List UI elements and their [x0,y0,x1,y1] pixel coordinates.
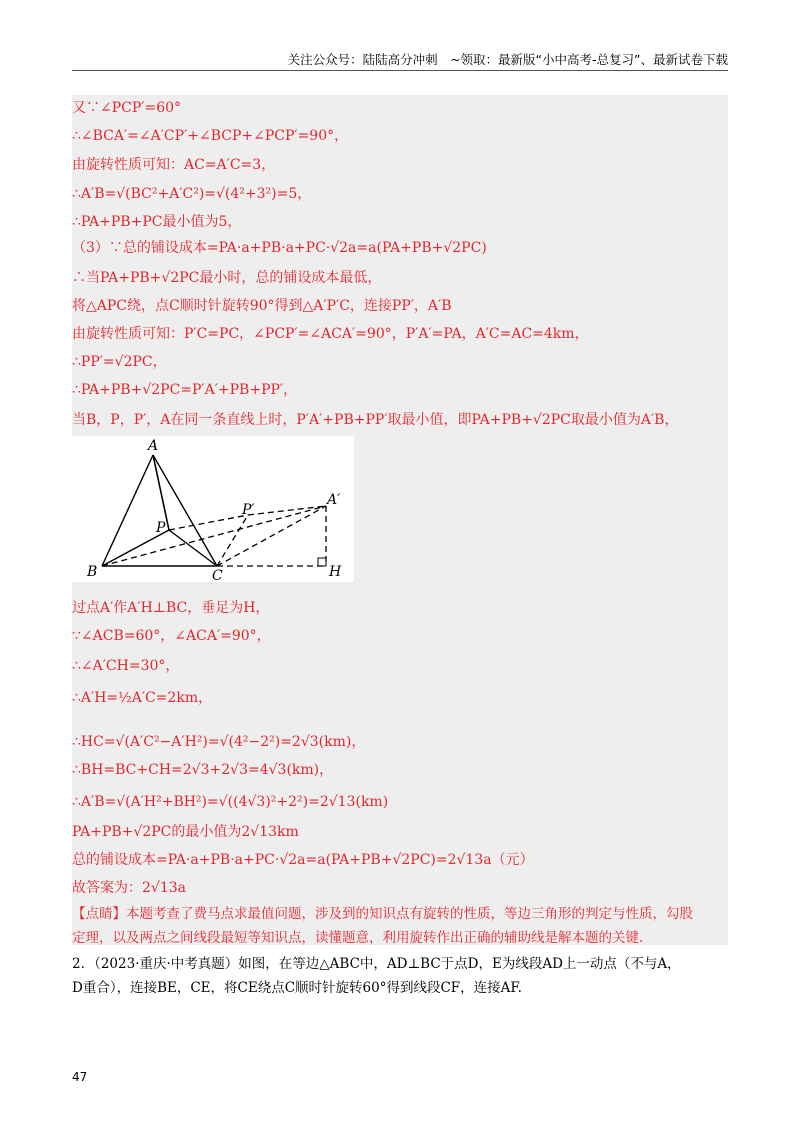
label-B: B [87,564,98,580]
solution-line: 由旋转性质可知：P′C=PC，∠PCP′=∠ACA′=90°，P′A′=PA，A′C=AC=4km， [72,326,589,342]
solution-line: ∴A′B=√(BC²+A′C²)=√(4²+3²)=5， [72,186,312,202]
solution-line: ∴PP′=√2PC， [72,354,167,370]
solution-line: ∴∠A′CH=30°， [72,658,180,674]
solution-line: 将△APC绕，点C顺时针旋转90°得到△A′P′C，连接PP′，A′B [72,298,452,314]
dashed-CA-prime [217,506,326,566]
solution-line: 总的铺设成本=PA·a+PB·a+PC·√2a=a(PA+PB+√2PC)=2√13a（元） [72,852,534,868]
label-A: A [148,438,159,454]
dashed-BA-prime [102,506,326,566]
solution-line: ∴BH=BC+CH=2√3+2√3=4√3(km)， [72,762,334,778]
page-number: 47 [72,1070,88,1084]
page-header: 关注公众号：陆陆高分冲刺 ~领取：最新版“小中高考-总复习”、最新试卷下载 [287,52,728,67]
solution-line: ∴A′H=½A′C=2km， [72,690,213,706]
solution-line: （3）∵总的铺设成本=PA·a+PB·a+PC·√2a=a(PA+PB+√2PC) [72,240,487,256]
solution-line: ∴∠BCA′=∠A′CP′+∠BCP+∠PCP′=90°， [72,128,349,144]
solution-line: ∴A′B=√(A′H²+BH²)=√((4√3)²+2²)=2√13(km) [72,794,389,810]
solution-line: 过点A′作A′H⊥BC，垂足为H， [72,600,270,616]
right-angle-mark [318,558,326,566]
solution-line: ∵∠ACB=60°，∠ACA′=90°， [72,628,271,644]
segment-AP [153,455,169,530]
solution-line: PA+PB+√2PC的最小值为2√13km [72,824,299,840]
dashed-CP-prime [217,515,248,566]
problem-2-line-2: D重合），连接BE，CE，将CE绕点C顺时针旋转60°得到线段CF，连接AF. [72,980,522,996]
solution-line: 由旋转性质可知：AC=A′C=3， [72,157,276,173]
geometry-figure [72,436,354,582]
problem-2-line-1: 2．（2023·重庆·中考真题）如图，在等边△ABC中，AD⊥BC于点D，E为线段AD上一动点（不与A， [72,956,681,972]
figure-svg [72,436,354,582]
solution-line: ∴HC=√(A′C²−A′H²)=√(4²−2²)=2√3(km)， [72,734,366,750]
dashed-P-prime-A-prime [248,506,326,515]
solution-line: ∴PA+PB+√2PC=P′A′+PB+PP′， [72,382,298,398]
solution-line: 当B，P，P′，A在同一条直线上时，P′A′+PB+PP′取最小值，即PA+PB+√2PC取最小值为A′B， [72,412,679,428]
solution-line: ∴PA+PB+PC最小值为5， [72,214,242,230]
comment-line-1: 【点睛】本题考查了费马点求最值问题，涉及到的知识点有旋转的性质，等边三角形的判定与性质，勾股 [72,906,693,922]
label-A-prime: A′ [327,492,341,508]
dashed-PP-prime [169,515,248,530]
label-H: H [329,564,342,580]
label-P-prime: P′ [242,502,255,518]
solution-line: 又∵∠PCP′=60° [72,100,182,116]
comment-line-2: 定理，以及两点之间线段最短等知识点，读懂题意，利用旋转作出正确的辅助线是解本题的关键. [72,930,644,946]
segment-AB [102,455,153,566]
label-P: P [156,520,166,536]
solution-line: 故答案为：2√13a [72,880,186,896]
header-rule [72,70,728,71]
segment-PC [169,530,217,566]
solution-line: ∴当PA+PB+√2PC最小时，总的铺设成本最低， [72,270,382,286]
label-C: C [212,568,223,582]
